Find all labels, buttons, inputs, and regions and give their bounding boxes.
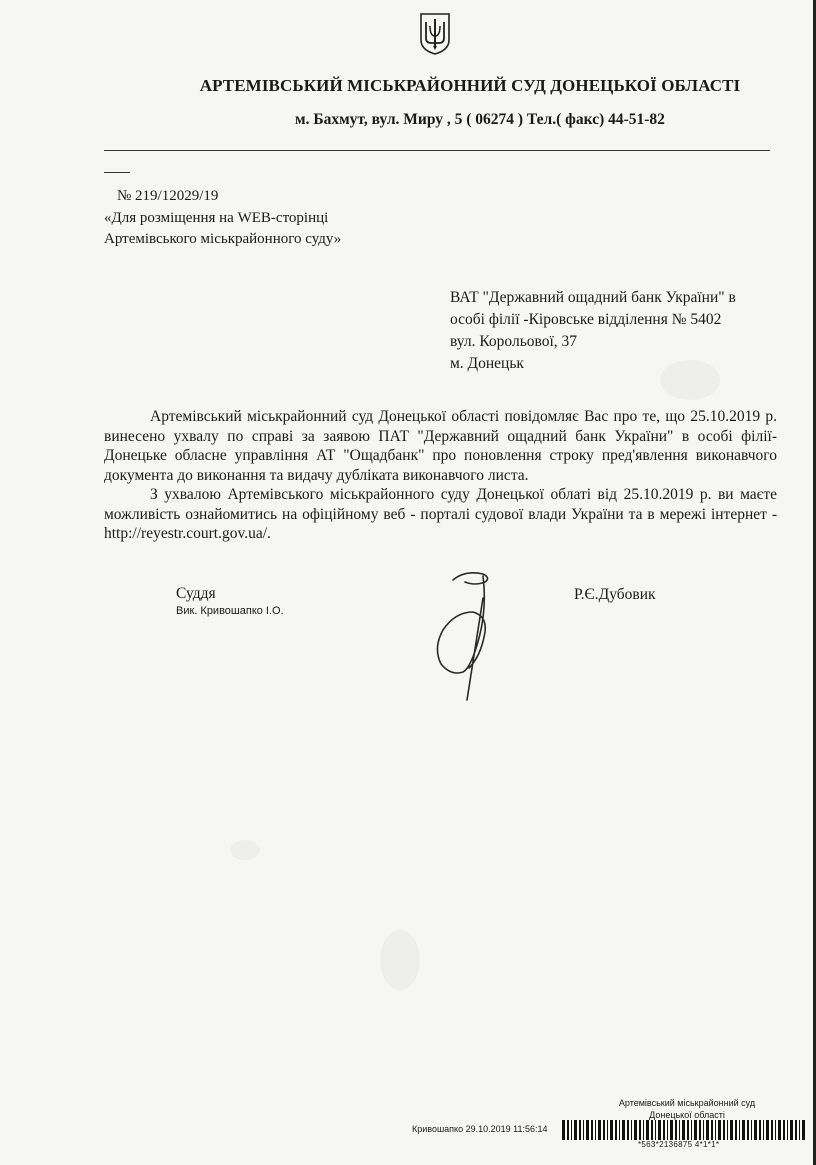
judge-name: Р.Є.Дубовик xyxy=(574,586,656,603)
barcode-bar xyxy=(562,1120,565,1140)
web-note-line: «Для розміщення на WEB-сторінці xyxy=(104,210,329,226)
barcode-bar xyxy=(610,1120,613,1140)
barcode-bar xyxy=(775,1120,776,1140)
barcode-number: *563*2136875 4*1*1* xyxy=(638,1140,720,1149)
barcode-bar xyxy=(727,1120,728,1140)
judge-role: Суддя xyxy=(176,585,216,602)
barcode-bar xyxy=(639,1120,641,1140)
barcode-bar xyxy=(771,1120,773,1140)
barcode-bar xyxy=(658,1120,661,1140)
letter-number: № 219/12029/19 xyxy=(117,188,219,204)
barcode-bar xyxy=(670,1120,673,1140)
barcode-bar xyxy=(694,1120,697,1140)
barcode-bar xyxy=(655,1120,656,1140)
barcode-bar xyxy=(711,1120,713,1140)
barcode-bar xyxy=(643,1120,644,1140)
court-title: АРТЕМІВСЬКИЙ МІСЬКРАЙОННИЙ СУД ДОНЕЦЬКОЇ ОБЛАСТІ xyxy=(199,76,741,95)
barcode-bar xyxy=(675,1120,677,1140)
barcode-bar xyxy=(607,1120,608,1140)
barcode-bar xyxy=(627,1120,629,1140)
scan-smudge xyxy=(230,840,260,860)
barcode-bar xyxy=(634,1120,637,1140)
barcode-bar xyxy=(663,1120,665,1140)
barcode-bar xyxy=(586,1120,589,1140)
body-paragraph: З ухвалою Артемівського міськрайонного суду Донецької облаті від 25.10.2019 р. ви маєте можливість ознайомитись на офіційному веб - порталі судової влади України та в мережі інтернет - http://reyestr.court.gov.ua/. xyxy=(104,486,777,542)
web-placement-note xyxy=(104,208,464,250)
barcode-bar xyxy=(742,1120,745,1140)
executor-name: Вик. Кривошапко І.О. xyxy=(176,605,284,617)
court-address: м. Бахмут, вул. Миру , 5 ( 06274 ) Тел.( факс) 44-51-82 xyxy=(295,111,665,128)
barcode-bar xyxy=(579,1120,581,1140)
stamp-org-line: Артемівський міськрайонний суд xyxy=(618,1098,756,1108)
barcode-bar xyxy=(730,1120,733,1140)
barcode-bar xyxy=(799,1120,800,1140)
scan-smudge xyxy=(380,930,420,990)
barcode-bar xyxy=(699,1120,701,1140)
barcode-bar xyxy=(763,1120,764,1140)
body-paragraph: Артемівський міськрайонний суд Донецької області повідомляє Вас про те, що 25.10.2019 р. винесено ухвалу по справі за заявою ПАТ "Державний ощадний банк України" в особі філії- Донецьке обласне управління АТ "Ощадбанк" про поновлення строку пред'явлення виконавчого документа до виконання та видачу дублікатa виконавчого листа. xyxy=(104,408,777,484)
barcode-bar xyxy=(591,1120,593,1140)
recipient-line: ВАТ "Державний ощадний банк України" в xyxy=(450,289,736,306)
barcode-bar xyxy=(631,1120,632,1140)
barcode-bar xyxy=(718,1120,721,1140)
recipient-line: м. Донецьк xyxy=(450,355,524,372)
registration-barcode xyxy=(562,1120,806,1140)
barcode-bar xyxy=(802,1120,805,1140)
stamp-org-line: Донецької області xyxy=(649,1110,725,1120)
barcode-bar xyxy=(706,1120,709,1140)
trident-emblem-icon xyxy=(417,12,453,56)
barcode-bar xyxy=(787,1120,788,1140)
barcode-bar xyxy=(622,1120,625,1140)
barcode-bar xyxy=(571,1120,572,1140)
barcode-bar xyxy=(583,1120,584,1140)
registration-stamp-org xyxy=(612,1097,762,1121)
barcode-bar xyxy=(598,1120,601,1140)
barcode-bar xyxy=(667,1120,668,1140)
barcode-bar xyxy=(783,1120,785,1140)
barcode-bar xyxy=(574,1120,577,1140)
barcode-bar xyxy=(766,1120,769,1140)
barcode-bar xyxy=(747,1120,749,1140)
recipient-address xyxy=(450,287,780,375)
barcode-bar xyxy=(682,1120,685,1140)
barcode-bar xyxy=(679,1120,680,1140)
header-divider xyxy=(104,150,770,151)
barcode-bar xyxy=(651,1120,653,1140)
barcode-bar xyxy=(723,1120,725,1140)
short-dash xyxy=(104,172,130,173)
barcode-bar xyxy=(759,1120,761,1140)
handwritten-signature xyxy=(425,568,505,703)
barcode-bar xyxy=(687,1120,689,1140)
barcode-bar xyxy=(603,1120,605,1140)
barcode-bar xyxy=(619,1120,620,1140)
barcode-bar xyxy=(739,1120,740,1140)
barcode-bar xyxy=(691,1120,692,1140)
recipient-line: особі філії -Кіровське відділення № 5402 xyxy=(450,311,722,328)
barcode-bar xyxy=(778,1120,781,1140)
recipient-line: вул. Корольової, 37 xyxy=(450,333,578,350)
barcode-bar xyxy=(751,1120,752,1140)
registration-info: Кривошапко 29.10.2019 11:56:14 xyxy=(412,1124,548,1134)
web-note-line: Артемівського міськрайонного суду» xyxy=(104,231,342,247)
barcode-bar xyxy=(703,1120,704,1140)
barcode-bar xyxy=(595,1120,596,1140)
barcode-bar xyxy=(646,1120,649,1140)
barcode-bar xyxy=(795,1120,797,1140)
barcode-bar xyxy=(715,1120,716,1140)
barcode-bar xyxy=(615,1120,617,1140)
barcode-bar xyxy=(735,1120,737,1140)
barcode-bar xyxy=(567,1120,569,1140)
barcode-bar xyxy=(754,1120,757,1140)
barcode-bar xyxy=(790,1120,793,1140)
letter-body xyxy=(104,407,777,544)
